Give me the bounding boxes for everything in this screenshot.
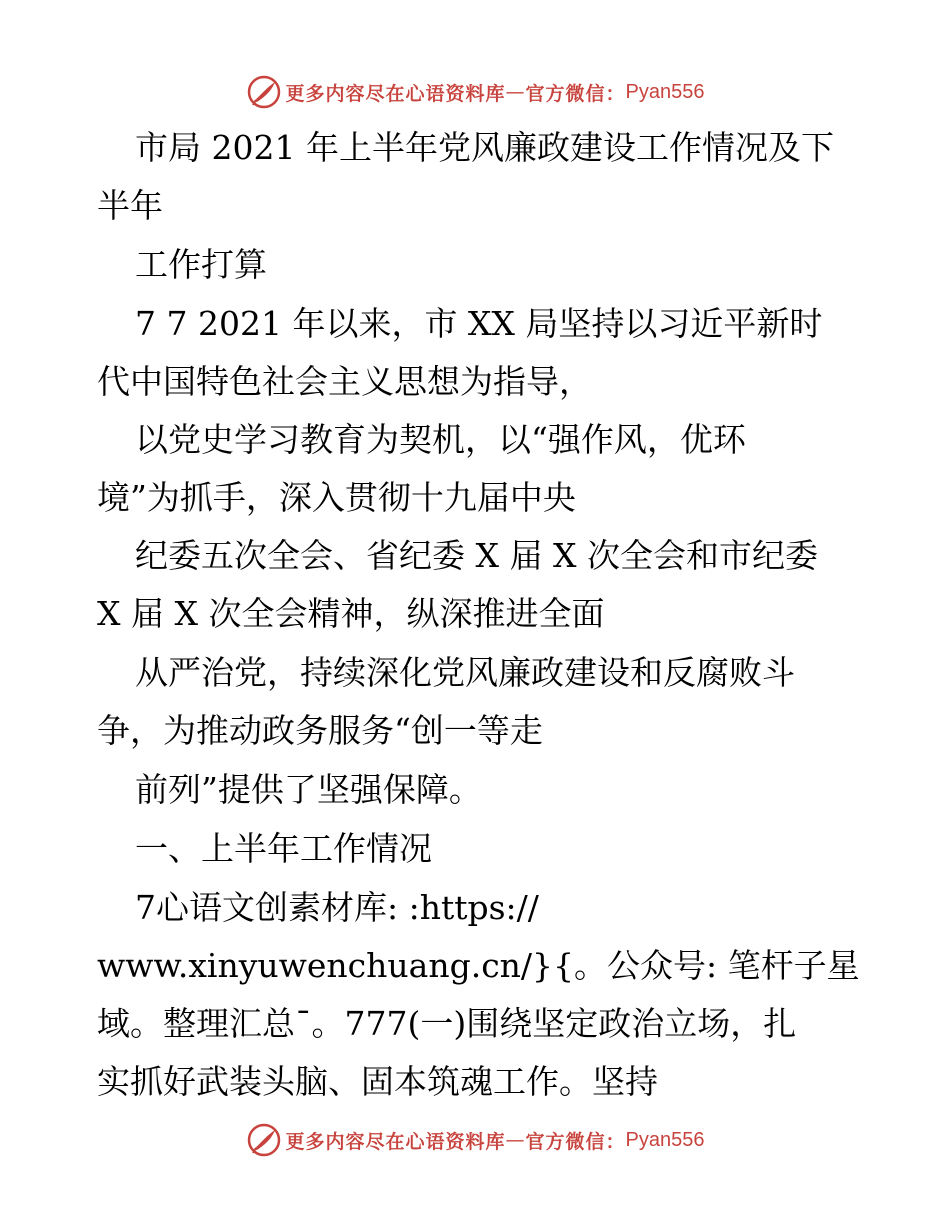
paragraph-line: 7 7 2021 年以来，市 XX 局坚持以习近平新时 [135, 304, 823, 343]
banner-wechat-id: Pyan556 [625, 80, 705, 103]
paragraph-line: 境”为抓手，深入贯彻十九届中央 [97, 478, 576, 517]
paragraph-line: 纪委五次全会、省纪委 X 届 X 次全会和市纪委 [135, 536, 818, 575]
paragraph-line: 以党史学习教育为契机，以“强作风，优环 [135, 420, 746, 459]
paragraph-line: 代中国特色社会主义思想为指导， [97, 362, 592, 401]
banner-wechat-label: 官方微信： [525, 82, 626, 105]
paragraph-line: 争，为推动政务服务“创一等走 [97, 711, 543, 750]
banner-separator: — [505, 1129, 526, 1151]
document-title-line: 半年 [97, 186, 163, 225]
document-title-line: 工作打算 [135, 245, 267, 284]
banner-main-text: 更多内容尽在心语资料库 [285, 1130, 506, 1153]
paragraph-line: 前列”提供了坚强保障。 [135, 770, 482, 809]
section-heading: 一、上半年工作情况 [135, 829, 432, 868]
banner-wechat-label: 官方微信： [525, 1130, 626, 1153]
banner-main-text: 更多内容尽在心语资料库 [285, 82, 506, 105]
document-title-line: 市局 2021 年上半年党风廉政建设工作情况及下 [135, 128, 834, 167]
header-watermark-banner [0, 72, 950, 112]
paragraph-line: www.xinyuwenchuang.cn/}{。公众号: 笔杆子星 [97, 946, 860, 985]
banner-wechat-id: Pyan556 [625, 1128, 705, 1151]
footer-watermark-banner [0, 1120, 950, 1160]
quill-pen-logo-icon [246, 74, 282, 110]
paragraph-line: 7心语文创素材库: :https:// [135, 888, 539, 927]
paragraph-line: 从严治党，持续深化党风廉政建设和反腐败斗 [135, 653, 795, 692]
paragraph-line: 域。整理汇总¯。777(一)围绕坚定政治立场，扎 [97, 1004, 797, 1043]
quill-pen-logo-icon [246, 1122, 282, 1158]
banner-separator: — [505, 81, 526, 103]
paragraph-line: X 届 X 次全会精神，纵深推进全面 [97, 594, 605, 633]
paragraph-line: 实抓好武装头脑、固本筑魂工作。坚持 [97, 1062, 658, 1101]
